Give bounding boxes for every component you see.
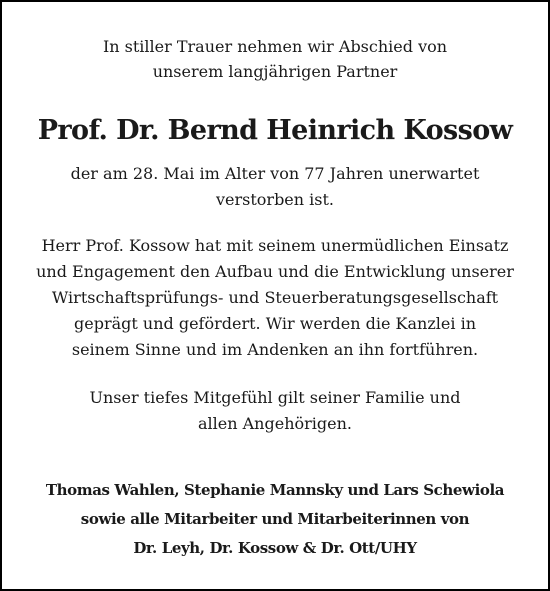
sympathy-text [2, 385, 548, 437]
death-notice-line: verstorben ist. [215, 190, 335, 209]
sympathy-line: Unser tiefes Mitgefühl gilt seiner Familie und [89, 388, 461, 407]
intro-text [2, 34, 548, 84]
sympathy-line: allen Angehörigen. [197, 414, 352, 433]
tribute-line: geprägt und gefördert. Wir werden die Kanzlei in [74, 314, 476, 333]
signatory-line: Dr. Leyh, Dr. Kossow & Dr. Ott/UHY [133, 539, 417, 557]
signatories [2, 476, 548, 563]
intro-line: In stiller Trauer nehmen wir Abschied von [102, 37, 448, 56]
signatory-line: Thomas Wahlen, Stephanie Mannsky und Lars Schewiola [45, 481, 505, 499]
intro-line: unserem langjährigen Partner [152, 62, 398, 81]
deceased-name: Prof. Dr. Bernd Heinrich Kossow [37, 115, 513, 146]
tribute-line: Herr Prof. Kossow hat mit seinem unermüdlichen Einsatz [41, 236, 509, 255]
death-notice-text [2, 161, 548, 213]
tribute-line: und Engagement den Aufbau und die Entwicklung unserer [36, 262, 514, 281]
tribute-text [2, 233, 548, 363]
signatory-line: sowie alle Mitarbeiter und Mitarbeiterinnen von [80, 510, 470, 528]
tribute-line: seinem Sinne und im Andenken an ihn fortführen. [71, 340, 479, 359]
death-notice-line: der am 28. Mai im Alter von 77 Jahren unerwartet [70, 164, 480, 183]
tribute-line: Wirtschaftsprüfungs- und Steuerberatungsgesellschaft [51, 288, 499, 307]
